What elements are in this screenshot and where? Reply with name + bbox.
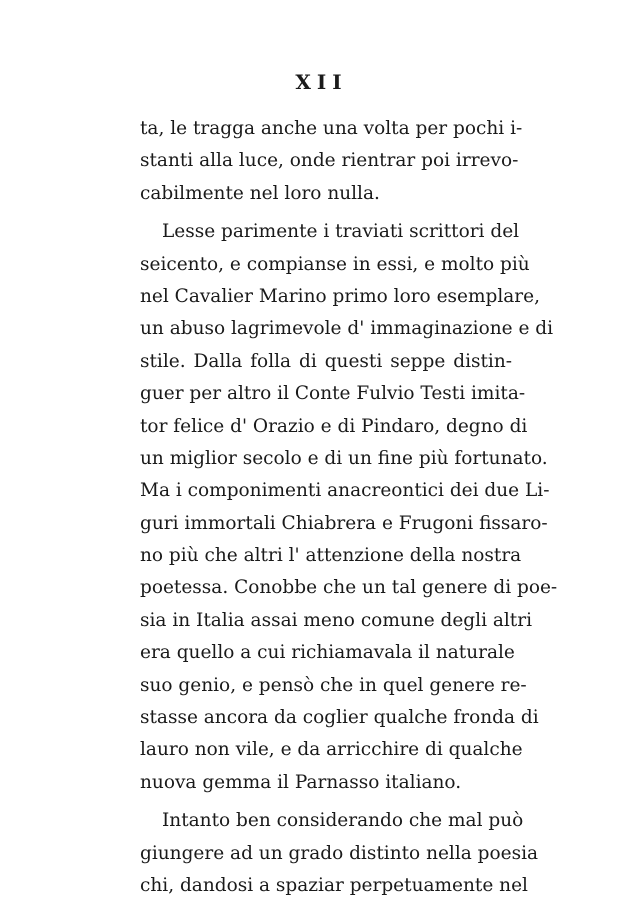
paragraph (140, 805, 539, 902)
text-line: era quello a cui richiamavala il naturale (140, 642, 515, 664)
text-line: nuova gemma il Parnasso italiano. (140, 771, 462, 793)
page-number: XII (295, 70, 348, 94)
text-line: sia in Italia assai meno comune degli altri (140, 609, 533, 631)
text-line: ta, le tragga anche una volta per pochi i- (140, 118, 523, 139)
text-line: suo genio, e pensò che in quel genere re- (140, 674, 527, 696)
text-line: guri immortali Chiabrera e Frugoni fissaro- (140, 512, 548, 534)
text-line: lauro non vile, e da arricchire di qualche (140, 739, 523, 761)
text-line: seicento, e compianse in essi, e molto più (140, 253, 530, 275)
paragraph (140, 113, 523, 210)
text-line: nel Cavalier Marino primo loro esemplare, (140, 285, 540, 307)
text-line: giungere ad un grado distinto nella poesia (140, 842, 539, 864)
text-line: stanti alla luce, onde rientrar poi irrevo- (140, 150, 519, 172)
text-line: Lesse parimente i traviati scrittori del (162, 221, 520, 243)
text-line: cabilmente nel loro nulla. (140, 182, 380, 204)
body-text (140, 113, 558, 902)
text-line: tor felice d' Orazio e di Pindaro, degno di (140, 415, 528, 437)
paragraph (140, 216, 558, 799)
text-line: guer per altro il Conte Fulvio Testi imita- (140, 383, 526, 405)
text-line: stile. Dalla folla di questi seppe distin- (140, 350, 512, 372)
text-line: un abuso lagrimevole d' immaginazione e di (140, 318, 554, 340)
text-line: un miglior secolo e di un fine più fortunato. (140, 447, 548, 469)
text-line: stasse ancora da coglier qualche fronda di (140, 707, 539, 729)
text-line: chi, dandosi a spaziar perpetuamente nel (140, 874, 528, 896)
text-line: Intanto ben considerando che mal può (162, 810, 524, 832)
text-line: Ma i componimenti anacreontici dei due Li- (140, 480, 550, 502)
text-line: no più che altri l' attenzione della nostra (140, 545, 522, 567)
text-line: poetessa. Conobbe che un tal genere di poe- (140, 577, 558, 599)
